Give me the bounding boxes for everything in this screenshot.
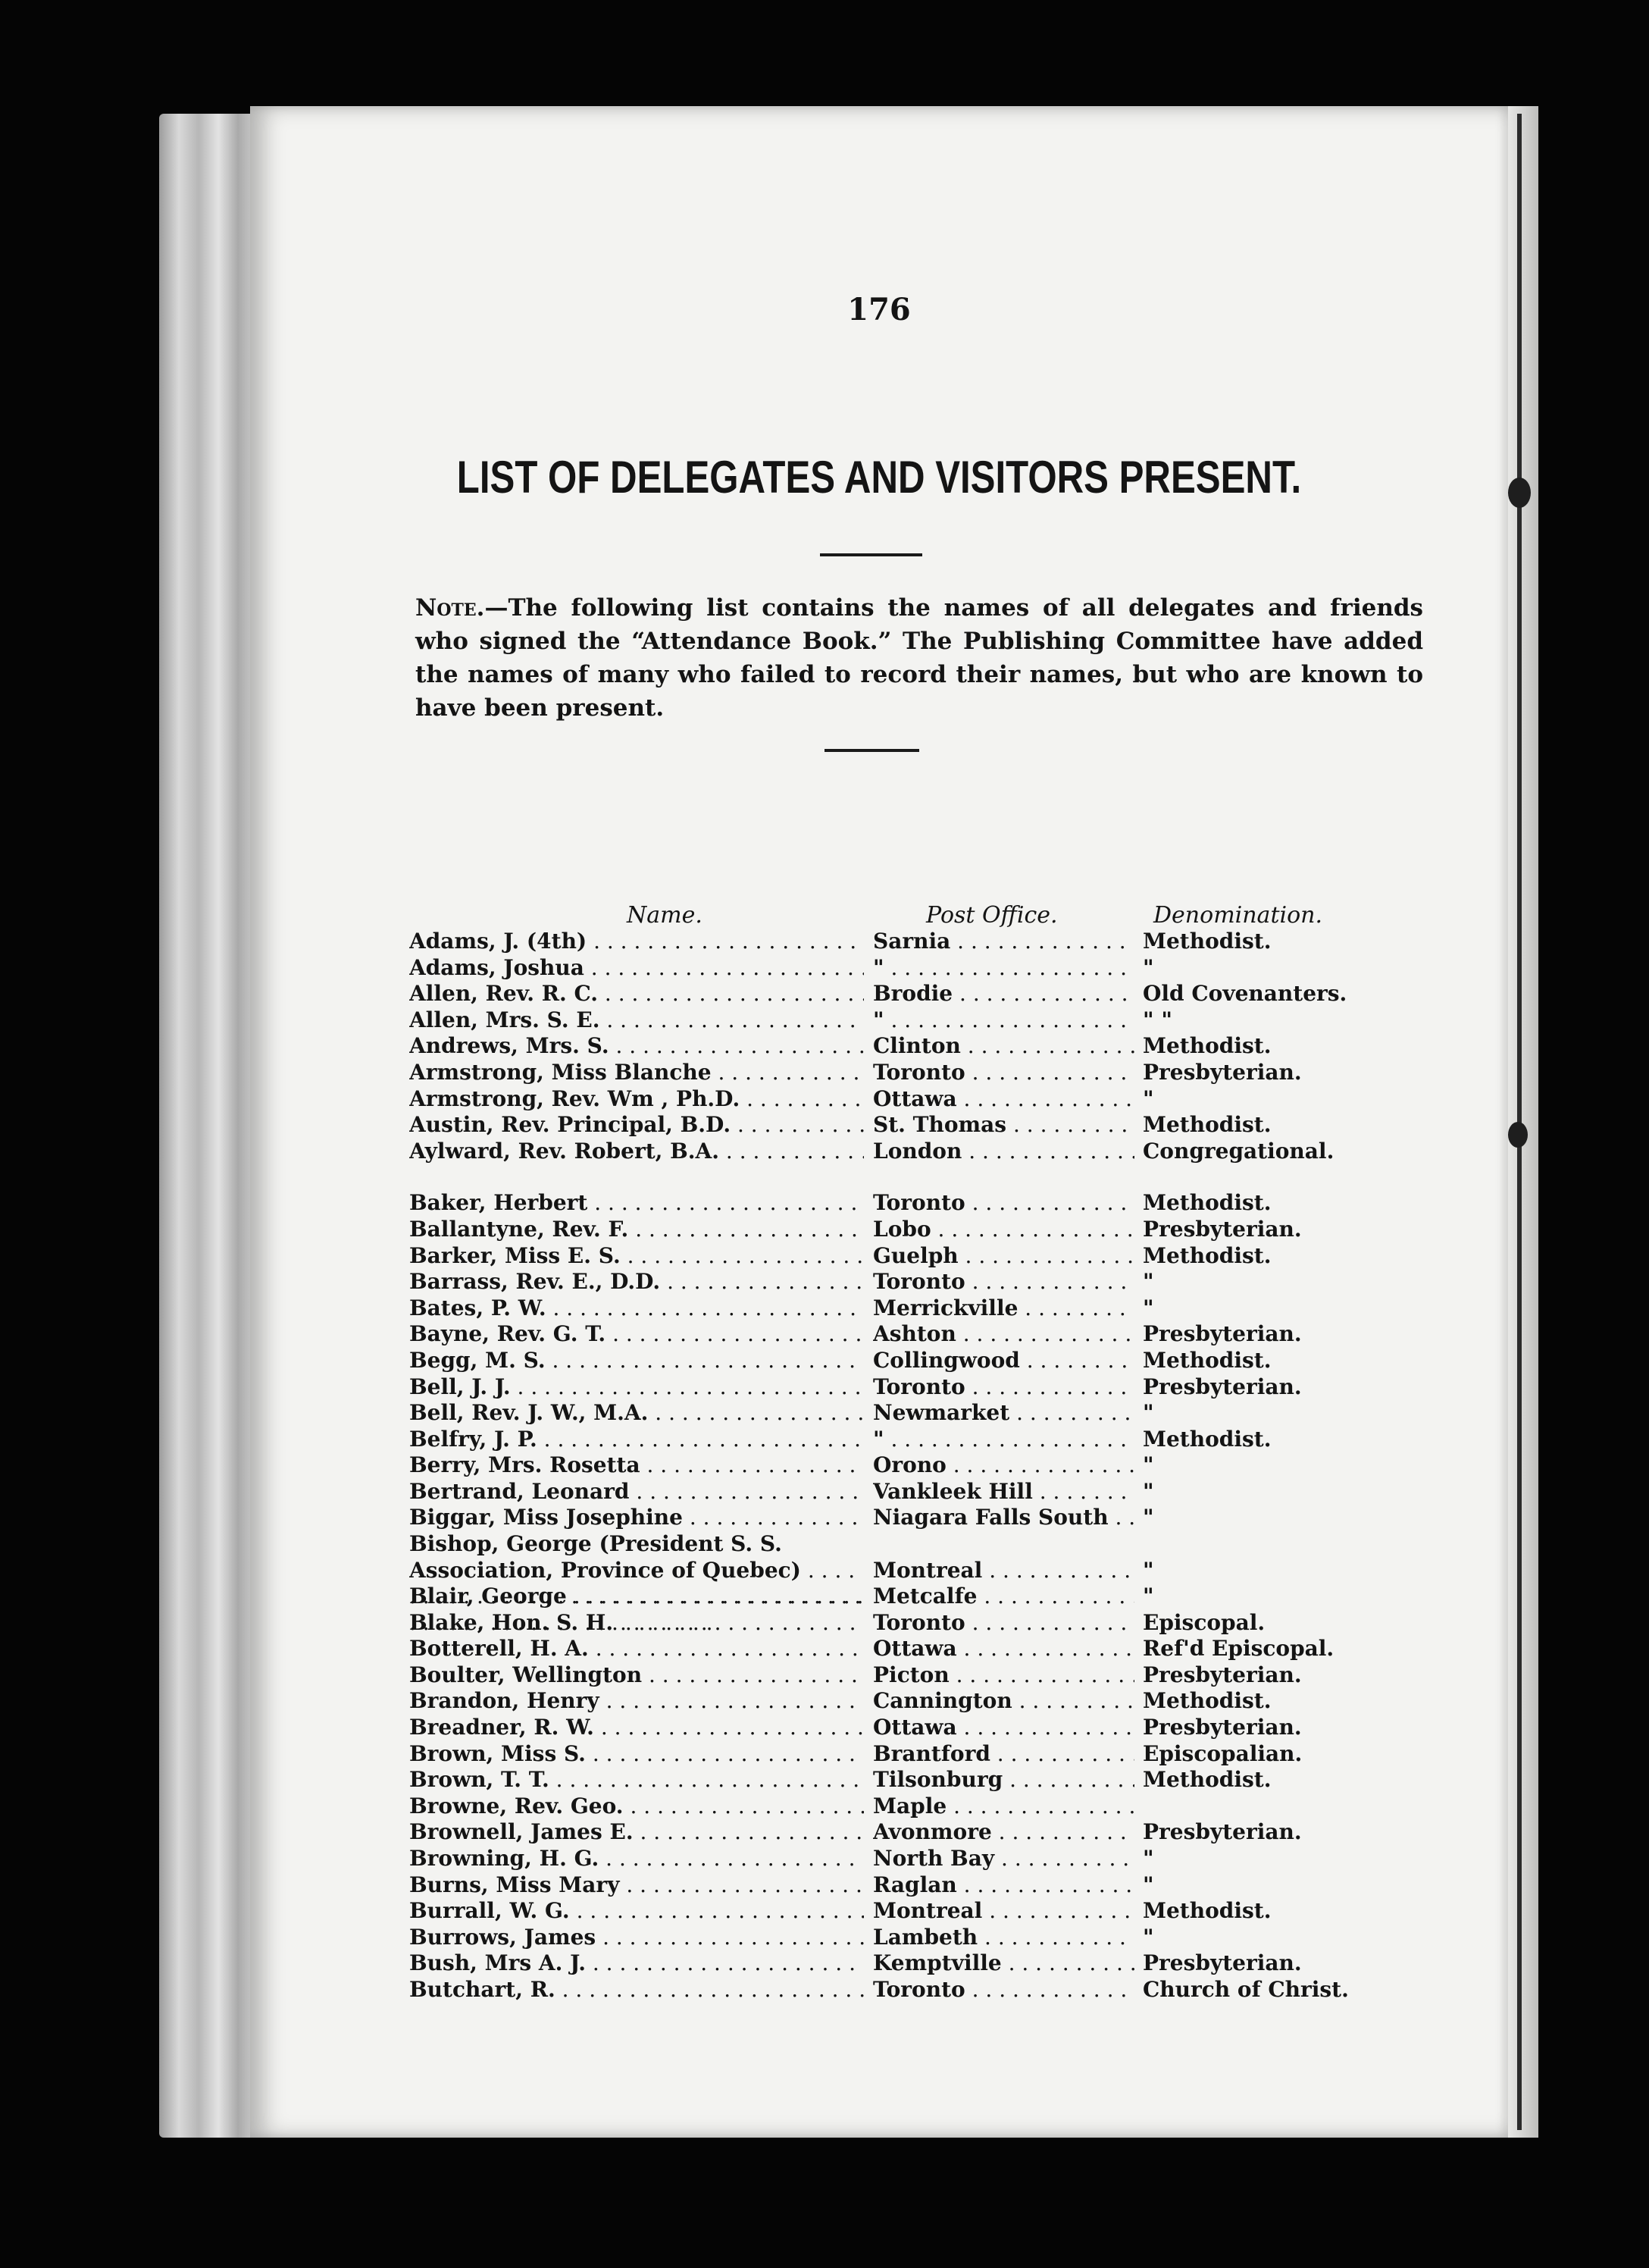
delegate-row xyxy=(409,1007,1463,1034)
post-office: Maple . . . xyxy=(873,1793,1134,1820)
delegate-name: Bell, J. J. . . . xyxy=(409,1374,864,1401)
delegate-name: Botterell, H. A. . . . xyxy=(409,1636,864,1662)
post-office: London . . . xyxy=(873,1139,1134,1165)
delegate-row xyxy=(409,1636,1463,1662)
post-office: Lobo . . . xyxy=(873,1217,1134,1243)
delegate-name: Browning, H. G. . . . xyxy=(409,1846,864,1872)
delegate-row xyxy=(409,1793,1463,1820)
delegate-name: Boulter, Wellington . . . xyxy=(409,1662,864,1689)
post-office: Collingwood . . . xyxy=(873,1348,1134,1374)
delegate-row xyxy=(409,1033,1463,1060)
delegate-name: Allen, Rev. R. C. . . . xyxy=(409,981,864,1007)
denomination: Methodist. xyxy=(1143,1112,1272,1138)
delegate-name: Burrows, James . . . xyxy=(409,1925,864,1951)
delegate-name: Bishop, George (President S. S. Association, Province of Quebec) . . . xyxy=(409,1531,864,1636)
denomination: Presbyterian. xyxy=(1143,1059,1302,1085)
denomination: Presbyterian. xyxy=(1143,1216,1302,1242)
delegate-row xyxy=(409,1112,1463,1139)
delegate-row xyxy=(409,1584,1463,1610)
post-office: Metcalfe . . . xyxy=(873,1584,1134,1610)
delegate-name: Blake, Hon. S. H. . . . xyxy=(409,1610,864,1637)
denomination: Ref'd Episcopal. xyxy=(1143,1636,1335,1662)
denomination: " xyxy=(1143,954,1154,980)
delegate-row xyxy=(409,1977,1463,2003)
delegate-row xyxy=(409,1662,1463,1689)
post-office: Tilsonburg . . . xyxy=(873,1767,1134,1793)
delegate-row xyxy=(409,1374,1463,1401)
delegate-name: Barker, Miss E. S. . . . xyxy=(409,1243,864,1270)
denomination: " xyxy=(1143,1452,1154,1478)
post-office: Toronto . . . xyxy=(873,1374,1134,1401)
page-title: LIST OF DELEGATES AND VISITORS PRESENT. xyxy=(456,452,1302,503)
delegate-name: Begg, M. S. . . . xyxy=(409,1348,864,1374)
column-header-post-office: Post Office. xyxy=(926,902,1058,929)
column-headers xyxy=(409,902,1440,932)
delegate-name: Burrall, W. G. . . . xyxy=(409,1898,864,1925)
post-office: Clinton . . . xyxy=(873,1033,1134,1060)
denomination: Methodist. xyxy=(1143,1347,1272,1373)
denomination: Presbyterian. xyxy=(1143,1819,1302,1845)
denomination: " xyxy=(1143,1924,1154,1950)
note-body: —The following list contains the names of all delegates and friends who signed the “Attendance Book.” The Publishing Committee have added the names of many who failed to record their names, but who are known to have been present. xyxy=(415,594,1423,722)
post-office: Toronto . . . xyxy=(873,1610,1134,1637)
post-office: Montreal . . . xyxy=(873,1558,1134,1584)
delegate-name: Butchart, R. . . . xyxy=(409,1977,864,2003)
denomination: Presbyterian. xyxy=(1143,1321,1302,1347)
delegate-name: Aylward, Rev. Robert, B.A. . . . xyxy=(409,1139,864,1165)
delegate-name: Browne, Rev. Geo. . . . xyxy=(409,1793,864,1820)
denomination: Methodist. xyxy=(1143,1426,1272,1452)
delegate-name: Bates, P. W. . . . xyxy=(409,1295,864,1322)
delegate-row xyxy=(409,981,1463,1007)
delegate-row xyxy=(409,1400,1463,1427)
delegate-row xyxy=(409,1295,1463,1322)
delegate-name: Bayne, Rev. G. T. . . . xyxy=(409,1321,864,1348)
denomination: Presbyterian. xyxy=(1143,1950,1302,1976)
title-divider xyxy=(820,553,922,556)
delegate-row xyxy=(409,1427,1463,1453)
denomination: Methodist. xyxy=(1143,1190,1272,1216)
delegate-row xyxy=(409,1531,1463,1584)
post-office: Guelph . . . xyxy=(873,1243,1134,1270)
note-paragraph xyxy=(415,591,1423,725)
denomination: Methodist. xyxy=(1143,1033,1272,1059)
delegate-row xyxy=(409,1741,1463,1768)
delegate-name: Armstrong, Miss Blanche . . . xyxy=(409,1060,864,1086)
denomination: Presbyterian. xyxy=(1143,1715,1302,1740)
denomination: " xyxy=(1143,1269,1154,1295)
column-header-name: Name. xyxy=(627,902,702,929)
post-office: Toronto . . . xyxy=(873,1269,1134,1295)
delegate-name: Blair, George . . . xyxy=(409,1584,864,1610)
post-office: Raglan . . . xyxy=(873,1872,1134,1899)
rod-clip-top xyxy=(1508,478,1531,508)
denomination: Episcopal. xyxy=(1143,1609,1266,1635)
denomination: Old Covenanters. xyxy=(1143,981,1347,1007)
denomination: Methodist. xyxy=(1143,929,1272,954)
delegate-name: Armstrong, Rev. Wm , Ph.D. . . . xyxy=(409,1086,864,1113)
delegate-row xyxy=(409,1217,1463,1243)
post-office: " . . . xyxy=(873,955,1134,982)
post-office: Brantford . . . xyxy=(873,1741,1134,1768)
delegate-row xyxy=(409,1479,1463,1505)
post-office: North Bay . . . xyxy=(873,1846,1134,1872)
column-header-denomination: Denomination. xyxy=(1153,902,1323,929)
note-divider xyxy=(824,749,919,752)
denomination: Methodist. xyxy=(1143,1767,1272,1793)
post-office: St. Thomas . . . xyxy=(873,1112,1134,1139)
denomination: Methodist. xyxy=(1143,1898,1272,1924)
delegate-name: Brownell, James E. . . . xyxy=(409,1819,864,1846)
delegate-row xyxy=(409,1190,1463,1217)
delegate-row xyxy=(409,1925,1463,1951)
post-office: Sarnia . . . xyxy=(873,929,1134,955)
delegate-row xyxy=(409,1610,1463,1637)
scanner-binding-rod xyxy=(1517,114,1522,2130)
note-lead: Note. xyxy=(415,594,485,622)
delegate-name: Bush, Mrs A. J. . . . xyxy=(409,1950,864,1977)
post-office: Orono . . . xyxy=(873,1452,1134,1479)
delegate-name: Brandon, Henry . . . xyxy=(409,1688,864,1715)
denomination: Episcopalian. xyxy=(1143,1740,1303,1766)
post-office: Toronto . . . xyxy=(873,1977,1134,2003)
post-office: Kemptville . . . xyxy=(873,1950,1134,1977)
denomination: " xyxy=(1143,1400,1154,1426)
denomination: Presbyterian. xyxy=(1143,1662,1302,1687)
post-office: Toronto . . . xyxy=(873,1190,1134,1217)
delegate-row xyxy=(409,1767,1463,1793)
delegate-name: Andrews, Mrs. S. . . . xyxy=(409,1033,864,1060)
denomination: " xyxy=(1143,1085,1154,1111)
delegate-name: Adams, J. (4th) . . . xyxy=(409,929,864,955)
delegate-name: Belfry, J. P. . . . xyxy=(409,1427,864,1453)
delegate-name: Brown, T. T. . . . xyxy=(409,1767,864,1793)
denomination: Church of Christ. xyxy=(1143,1976,1349,2002)
post-office: Cannington . . . xyxy=(873,1688,1134,1715)
delegate-list xyxy=(409,929,1463,2003)
delegate-name: Brown, Miss S. . . . xyxy=(409,1741,864,1768)
post-office: Ottawa . . . xyxy=(873,1086,1134,1113)
denomination: Methodist. xyxy=(1143,1242,1272,1268)
post-office: Toronto . . . xyxy=(873,1060,1134,1086)
post-office: Ottawa . . . xyxy=(873,1636,1134,1662)
denomination: " xyxy=(1143,1557,1154,1583)
post-office: Lambeth . . . xyxy=(873,1925,1134,1951)
scan-right-margin xyxy=(1508,106,1538,2138)
denomination: " xyxy=(1143,1584,1154,1609)
denomination: " xyxy=(1143,1295,1154,1320)
post-office: Newmarket . . . xyxy=(873,1400,1134,1427)
delegate-name: Breadner, R. W. . . . xyxy=(409,1715,864,1741)
delegate-row xyxy=(409,1321,1463,1348)
delegate-name: Bertrand, Leonard . . . xyxy=(409,1479,864,1505)
delegate-row xyxy=(409,1060,1463,1086)
delegate-name: Allen, Mrs. S. E. . . . xyxy=(409,1007,864,1034)
post-office: Vankleek Hill . . . xyxy=(873,1479,1134,1505)
delegate-name: Bell, Rev. J. W., M.A. . . . xyxy=(409,1400,864,1427)
denomination: " xyxy=(1143,1872,1154,1897)
delegate-name: Biggar, Miss Josephine . . . xyxy=(409,1505,864,1531)
post-office: Avonmore . . . xyxy=(873,1819,1134,1846)
denomination: " " xyxy=(1143,1007,1172,1032)
delegate-name: Berry, Mrs. Rosetta . . . xyxy=(409,1452,864,1479)
delegate-row xyxy=(409,1243,1463,1270)
denomination: Congregational. xyxy=(1143,1138,1335,1164)
delegate-row xyxy=(409,1846,1463,1872)
delegate-row xyxy=(409,1715,1463,1741)
delegate-row xyxy=(409,929,1463,955)
page-number: 176 xyxy=(847,292,911,327)
delegate-row xyxy=(409,1898,1463,1925)
post-office: Ashton . . . xyxy=(873,1321,1134,1348)
denomination: " xyxy=(1143,1846,1154,1871)
delegate-row xyxy=(409,1688,1463,1715)
post-office: Brodie . . . xyxy=(873,981,1134,1007)
rod-clip-bottom xyxy=(1508,1122,1528,1148)
delegate-name: Ballantyne, Rev. F. . . . xyxy=(409,1217,864,1243)
delegate-name: Baker, Herbert . . . xyxy=(409,1190,864,1217)
post-office: " . . . xyxy=(873,1427,1134,1453)
delegate-row xyxy=(409,1086,1463,1113)
denomination: Methodist. xyxy=(1143,1688,1272,1714)
book-page-edges xyxy=(159,114,258,2138)
delegate-row xyxy=(409,955,1463,982)
post-office: Merrickville . . . xyxy=(873,1295,1134,1322)
delegate-row xyxy=(409,1819,1463,1846)
delegate-row xyxy=(409,1269,1463,1295)
post-office: " . . . xyxy=(873,1007,1134,1034)
delegate-row xyxy=(409,1348,1463,1374)
denomination: Presbyterian. xyxy=(1143,1374,1302,1399)
post-office: Niagara Falls South . . . xyxy=(873,1505,1134,1531)
delegate-name: Burns, Miss Mary . . . xyxy=(409,1872,864,1899)
delegate-row xyxy=(409,1872,1463,1899)
delegate-row xyxy=(409,1452,1463,1479)
delegate-row xyxy=(409,1505,1463,1531)
delegate-row xyxy=(409,1139,1463,1165)
delegate-row xyxy=(409,1950,1463,1977)
delegate-name: Barrass, Rev. E., D.D. . . . xyxy=(409,1269,864,1295)
denomination: " xyxy=(1143,1478,1154,1504)
delegate-name: Austin, Rev. Principal, B.D. . . . xyxy=(409,1112,864,1139)
post-office: Picton . . . xyxy=(873,1662,1134,1689)
delegate-name: Adams, Joshua . . . xyxy=(409,955,864,982)
denomination: " xyxy=(1143,1505,1154,1530)
book-page xyxy=(250,106,1508,2138)
post-office: Ottawa . . . xyxy=(873,1715,1134,1741)
post-office: Montreal . . . xyxy=(873,1898,1134,1925)
